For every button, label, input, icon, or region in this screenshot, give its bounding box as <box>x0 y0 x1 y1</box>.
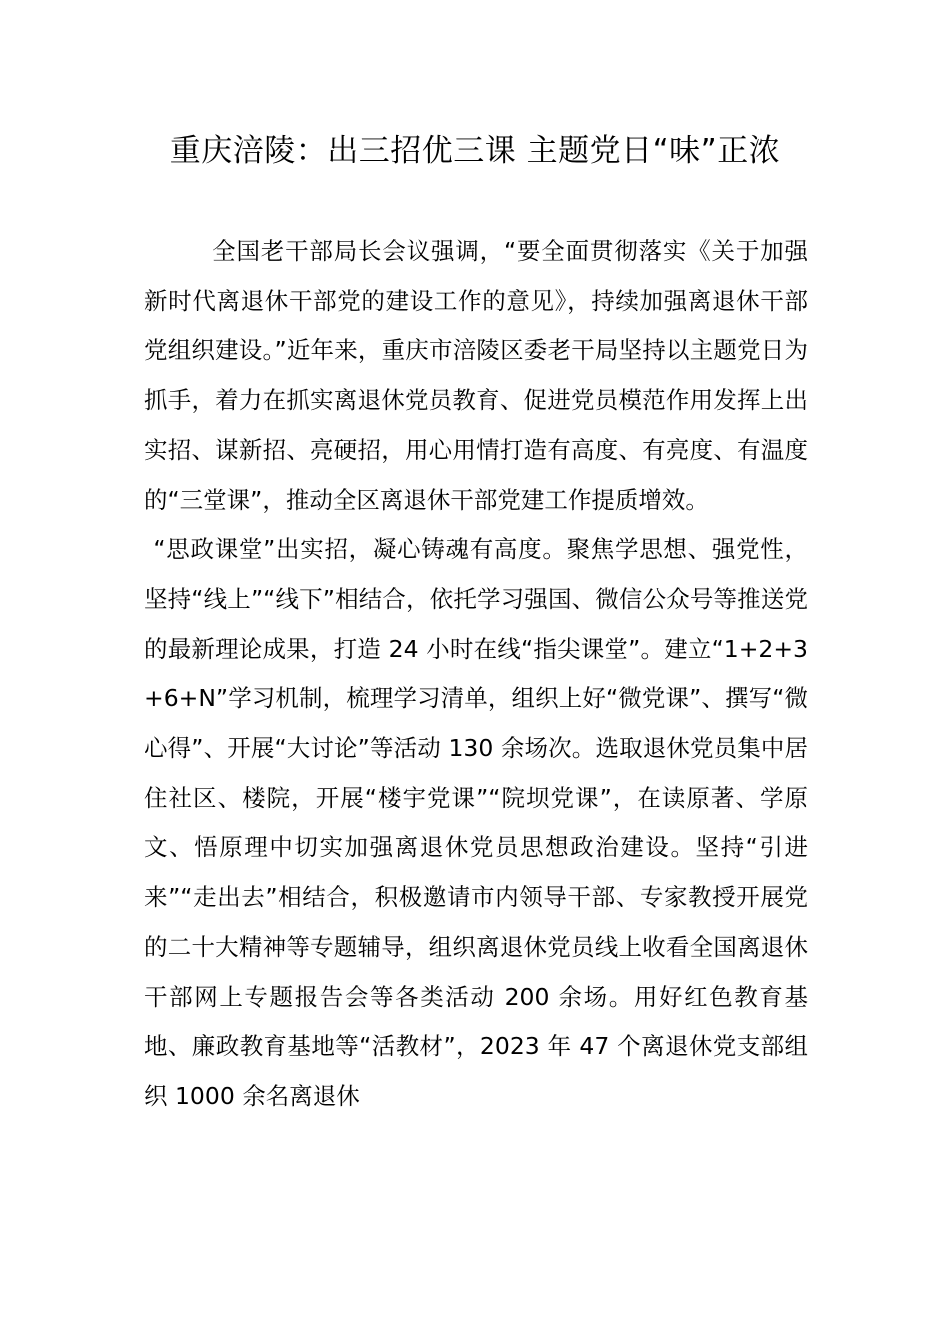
paragraph-intro: 全国老干部局长会议强调，“要全面贯彻落实《关于加强新时代离退休干部党的建设工作的意见》，持续加强离退休干部党组织建设。”近年来，重庆市涪陵区委老干局坚持以主题党日为抓手，着力在抓实离退休党员教育、促进党员模范作用发挥上出实招、谋新招、亮硬招，用心用情打造有高度、有亮度、有温度的“三堂课”，推动全区离退休干部党建工作提质增效。 <box>144 237 808 514</box>
document-body <box>144 227 808 1122</box>
paragraph-sizheng-classroom: “思政课堂”出实招，凝心铸魂有高度。聚焦学思想、强党性，坚持“线上”“线下”相结合，依托学习强国、微信公众号等推送党的最新理论成果，打造 24 小时在线“指尖课堂”。建立“1+2+3+6+N”学习机制，梳理学习清单，组织上好“微党课”、撰写“微心得”、开展“大讨论”等活动 130 余场次。选取退休党员集中居住社区、楼院，开展“楼宇党课”“院坝党课”，在读原著、学原文、悟原理中切实加强离退休党员思想政治建设。坚持“引进来”“走出去”相结合，积极邀请市内领导干部、专家教授开展党的二十大精神等专题辅导，组织离退休党员线上收看全国离退休干部网上专题报告会等各类活动 200 余场。用好红色教育基地、廉政教育基地等“活教材”，2023 年 47 个离退休党支部组织 1000 余名离退休 <box>144 535 808 1110</box>
document-title: 重庆涪陵：出三招优三课 主题党日“味”正浓 <box>169 133 781 169</box>
